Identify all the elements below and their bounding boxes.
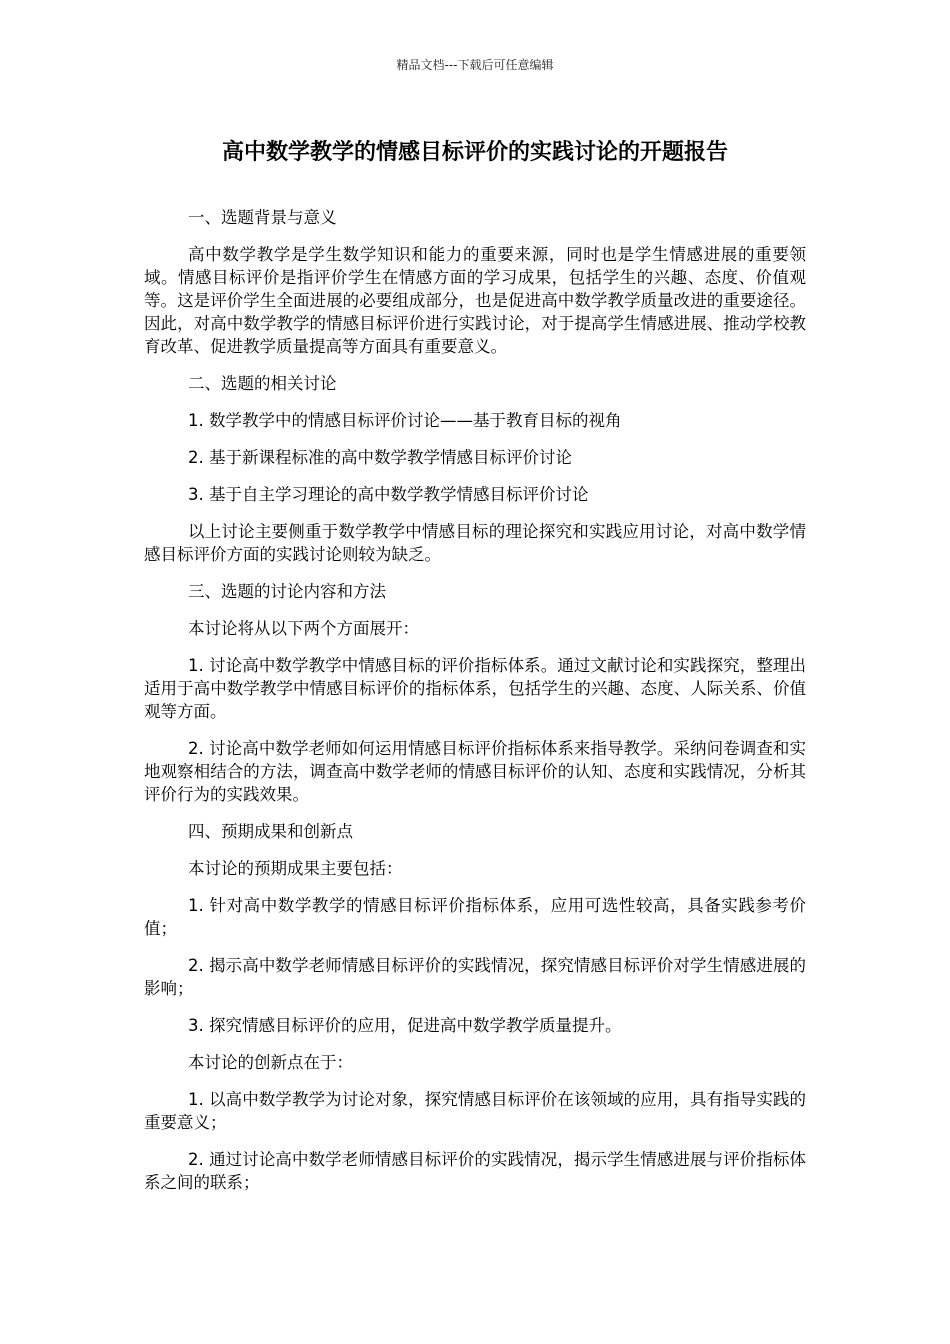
list-item-innovation-2: 2. 通过讨论高中数学老师情感目标评价的实践情况，揭示学生情感进展与评价指标体系之间的联系； xyxy=(144,1150,806,1192)
paragraph-methods-intro: 本讨论将从以下两个方面展开： xyxy=(188,619,419,638)
list-item-method-2: 2. 讨论高中数学老师如何运用情感目标评价指标体系来指导教学。采纳问卷调查和实地观察相结合的方法，调查高中数学老师的情感目标评价的认知、态度和实践情况，分析其评价行为的实践效果。 xyxy=(144,739,806,804)
section-heading-related-research: 二、选题的相关讨论 xyxy=(188,374,337,393)
document-body xyxy=(144,206,806,1208)
list-item-outcome-2: 2. 揭示高中数学老师情感目标评价的实践情况，探究情感目标评价对学生情感进展的影响； xyxy=(144,956,806,998)
list-item-method-1: 1. 讨论高中数学教学中情感目标的评价指标体系。通过文献讨论和实践探究，整理出适用于高中数学教学中情感目标评价的指标体系，包括学生的兴趣、态度、人际关系、价值观等方面。 xyxy=(144,656,806,721)
list-item-innovation-1: 1. 以高中数学教学为讨论对象，探究情感目标评价在该领域的应用，具有指导实践的重要意义； xyxy=(144,1090,806,1132)
document-title: 高中数学教学的情感目标评价的实践讨论的开题报告 xyxy=(221,140,728,165)
list-item-research-2: 2. 基于新课程标准的高中数学教学情感目标评价讨论 xyxy=(188,448,572,467)
section-heading-background: 一、选题背景与意义 xyxy=(188,208,337,227)
paragraph-innovation-intro: 本讨论的创新点在于： xyxy=(188,1053,353,1072)
list-item-outcome-1: 1. 针对高中数学教学的情感目标评价指标体系，应用可选性较高，具备实践参考价值； xyxy=(144,896,806,938)
list-item-research-1: 1. 数学教学中的情感目标评价讨论——基于教育目标的视角 xyxy=(188,411,622,430)
list-item-research-3: 3. 基于自主学习理论的高中数学教学情感目标评价讨论 xyxy=(188,485,589,504)
section-heading-outcomes: 四、预期成果和创新点 xyxy=(188,822,353,841)
header-note: 精品文档---下载后可任意编辑 xyxy=(396,58,554,72)
paragraph-research-summary: 以上讨论主要侧重于数学教学中情感目标的理论探究和实践应用讨论，对高中数学情感目标评价方面的实践讨论则较为缺乏。 xyxy=(144,522,806,564)
paragraph-outcomes-intro: 本讨论的预期成果主要包括： xyxy=(188,859,403,878)
list-item-outcome-3: 3. 探究情感目标评价的应用，促进高中数学教学质量提升。 xyxy=(188,1016,622,1035)
section-heading-content-methods: 三、选题的讨论内容和方法 xyxy=(188,582,386,601)
paragraph-background: 高中数学教学是学生数学知识和能力的重要来源，同时也是学生情感进展的重要领域。情感目标评价是指评价学生在情感方面的学习成果，包括学生的兴趣、态度、价值观等。这是评价学生全面进展的必要组成部分，也是促进高中数学教学质量改进的重要途径。因此，对高中数学教学的情感目标评价进行实践讨论，对于提高学生情感进展、推动学校教育改革、促进教学质量提高等方面具有重要意义。 xyxy=(144,245,806,356)
